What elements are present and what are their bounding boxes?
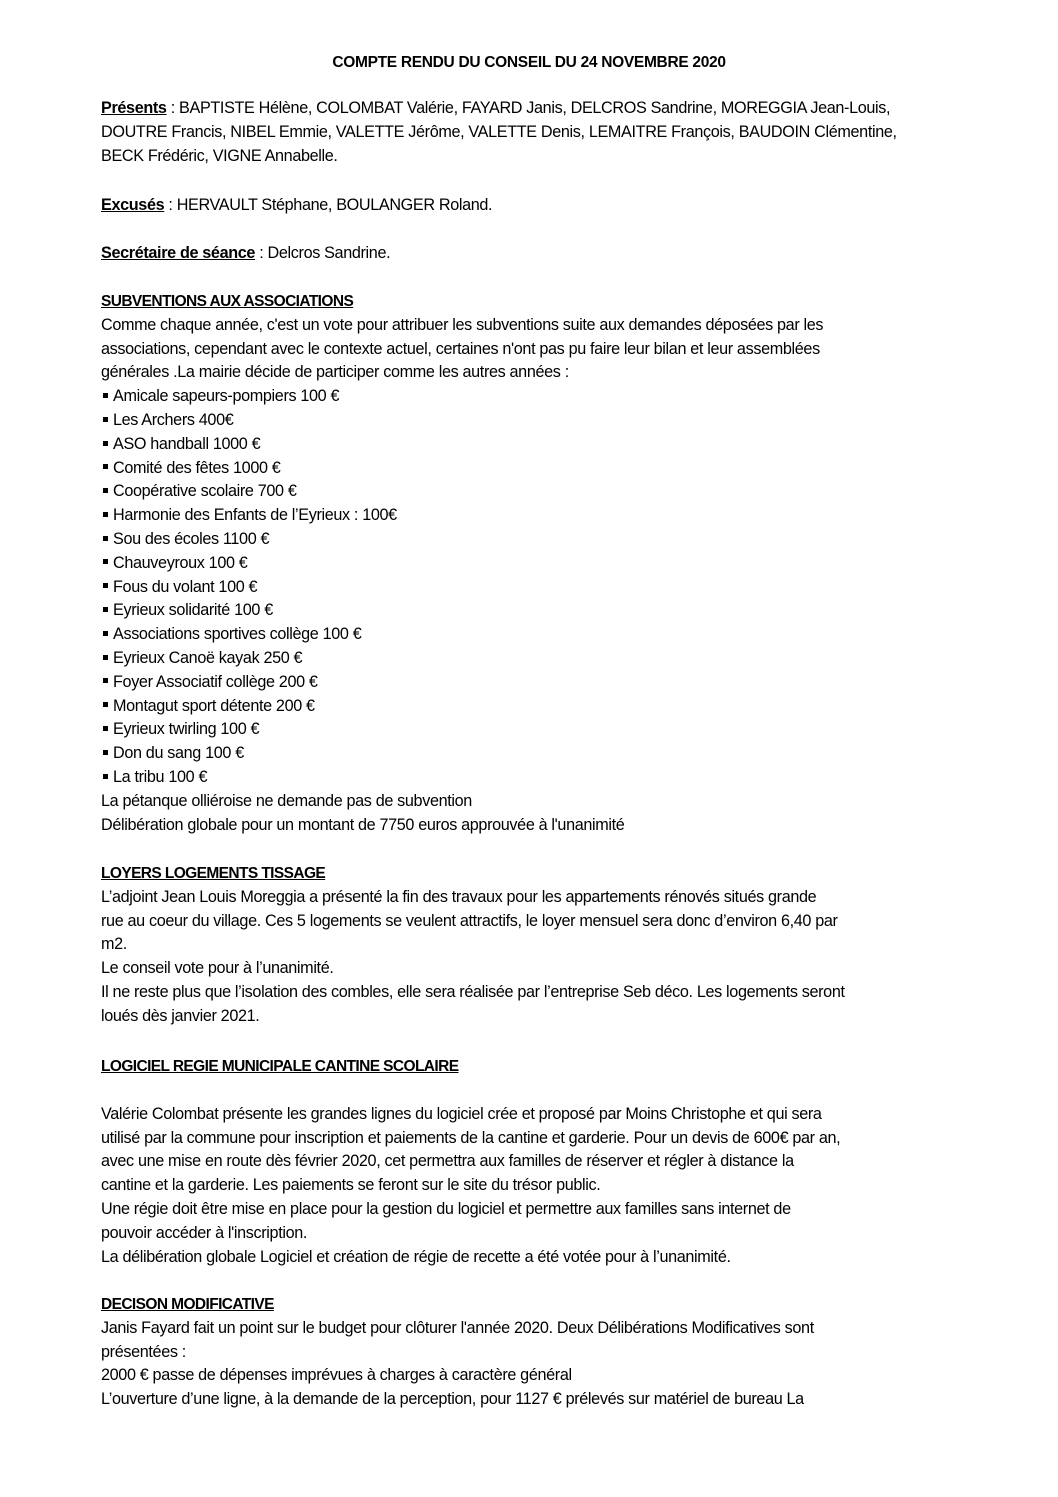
section-text-line: La délibération globale Logiciel et création de régie de recette a été votée pour à l’unanimité. [101, 1247, 731, 1266]
bullet-icon [103, 678, 108, 683]
section-text-line: La pétanque olliéroise ne demande pas de subvention [101, 791, 472, 810]
bullet-icon [103, 464, 108, 469]
section-text-line: Janis Fayard fait un point sur le budget pour clôturer l'année 2020. Deux Délibérations Modificatives sont [101, 1318, 814, 1337]
bullet-icon [103, 393, 108, 398]
list-item: ASO handball 1000 € [101, 433, 823, 457]
bullet-icon [103, 607, 108, 612]
section-text-line: utilisé par la commune pour inscription et paiements de la cantine et garderie. Pour un devis de 600€ par an, [101, 1128, 841, 1147]
list-item: La tribu 100 € [101, 766, 823, 790]
list-item: Foyer Associatif collège 200 € [101, 671, 823, 695]
bullet-icon [103, 417, 108, 422]
list-item: Eyrieux solidarité 100 € [101, 599, 823, 623]
secretaire-text: Delcros Sandrine. [267, 244, 391, 262]
section-text-line: 2000 € passe de dépenses imprévues à charges à caractère général [101, 1366, 572, 1385]
presents-sep: : [166, 99, 180, 117]
section-text-line: Une régie doit être mise en place pour la gestion du logiciel et permettre aux familles sans internet de [101, 1199, 791, 1218]
presents-line-3: BECK Frédéric, VIGNE Annabelle. [101, 146, 338, 165]
section-text-line: Il ne reste plus que l’isolation des combles, elle sera réalisée par l’entreprise Seb déco. Les logements seront [101, 982, 845, 1001]
section-heading: SUBVENTIONS AUX ASSOCIATIONS [101, 293, 354, 310]
list-item: Eyrieux Canoë kayak 250 € [101, 647, 823, 671]
presents-line-1 [101, 97, 897, 121]
section-text-line: pouvoir accéder à l'inscription. [101, 1223, 308, 1242]
section-heading: DECISON MODIFICATIVE [101, 1296, 274, 1313]
section-heading: LOYERS LOGEMENTS TISSAGE [101, 865, 326, 882]
list-item: Comité des fêtes 1000 € [101, 457, 823, 481]
bullet-icon [103, 702, 108, 707]
list-item: Les Archers 400€ [101, 409, 823, 433]
secretaire-line [101, 242, 390, 266]
list-item: Montagut sport détente 200 € [101, 695, 823, 719]
bullet-icon [103, 750, 108, 755]
list-item: Chauveyroux 100 € [101, 552, 823, 576]
section-subventions [101, 290, 823, 837]
list-item: Associations sportives collège 100 € [101, 623, 823, 647]
bullet-icon [103, 583, 108, 588]
presents-text-1: BAPTISTE Hélène, COLOMBAT Valérie, FAYARD Janis, DELCROS Sandrine, MOREGGIA Jean-Louis, [179, 99, 891, 117]
list-item: Harmonie des Enfants de l’Eyrieux : 100€ [101, 504, 823, 528]
list-item: Sou des écoles 1100 € [101, 528, 823, 552]
bullet-icon [103, 559, 108, 564]
section-heading: LOGICIEL REGIE MUNICIPALE CANTINE SCOLAIRE [101, 1058, 459, 1075]
section-text-line: L’ouverture d’une ligne, à la demande de la perception, pour 1127 € prélevés sur matériel de bureau La [101, 1390, 804, 1409]
list-item: Don du sang 100 € [101, 742, 823, 766]
bullet-icon [103, 774, 108, 779]
bullet-icon [103, 488, 108, 493]
blank-line [101, 1079, 840, 1103]
bullet-icon [103, 536, 108, 541]
section-text-line: générales .La mairie décide de participer comme les autres années : [101, 363, 569, 382]
section-text-line: associations, cependant avec le contexte actuel, certaines n'ont pas pu faire leur bilan et leur assemblées [101, 339, 820, 358]
presents-label: Présents [101, 99, 167, 117]
secretaire-sep: : [255, 244, 268, 262]
subventions-list [101, 385, 823, 790]
section-text-line: L’adjoint Jean Louis Moreggia a présenté la fin des travaux pour les appartements rénovés situés grande [101, 887, 817, 906]
section-text-line: loués dès janvier 2021. [101, 1006, 260, 1025]
excuses-line [101, 194, 492, 218]
section-text-line: cantine et la garderie. Les paiements se feront sur le site du trésor public. [101, 1176, 601, 1195]
excuses-sep: : [164, 196, 177, 214]
section-text-line: Valérie Colombat présente les grandes lignes du logiciel crée et proposé par Moins Christophe et qui sera [101, 1104, 822, 1123]
section-text-line: rue au coeur du village. Ces 5 logements se veulent attractifs, le loyer mensuel sera donc d’environ 6,40 par [101, 911, 838, 930]
secretaire-label: Secrétaire de séance [101, 244, 256, 262]
bullet-icon [103, 512, 108, 517]
list-item: Fous du volant 100 € [101, 576, 823, 600]
section-loyers [101, 862, 845, 1029]
presents-block [101, 97, 897, 168]
bullet-icon [103, 631, 108, 636]
section-text-line: Le conseil vote pour à l’unanimité. [101, 959, 334, 978]
section-text-line: Comme chaque année, c'est un vote pour attribuer les subventions suite aux demandes déposées par les [101, 315, 824, 334]
section-text-line: présentées : [101, 1342, 186, 1361]
section-text-line: m2. [101, 935, 127, 954]
document-title: COMPTE RENDU DU CONSEIL DU 24 NOVEMBRE 2020 [332, 54, 726, 71]
section-decision-modificative [101, 1293, 814, 1412]
excuses-label: Excusés [101, 196, 165, 214]
section-text-line: avec une mise en route dès février 2020, cet permettra aux familles de réserver et régler à distance la [101, 1152, 794, 1171]
section-logiciel [101, 1055, 840, 1269]
bullet-icon [103, 655, 108, 660]
section-text-line: Délibération globale pour un montant de 7750 euros approuvée à l'unanimité [101, 815, 625, 834]
presents-line-2: DOUTRE Francis, NIBEL Emmie, VALETTE Jérôme, VALETTE Denis, LEMAITRE François, BAUDOIN Clémentine, [101, 122, 897, 141]
list-item: Coopérative scolaire 700 € [101, 480, 823, 504]
excuses-text: HERVAULT Stéphane, BOULANGER Roland. [176, 196, 493, 214]
list-item: Eyrieux twirling 100 € [101, 718, 823, 742]
bullet-icon [103, 441, 108, 446]
list-item: Amicale sapeurs-pompiers 100 € [101, 385, 823, 409]
bullet-icon [103, 726, 108, 731]
